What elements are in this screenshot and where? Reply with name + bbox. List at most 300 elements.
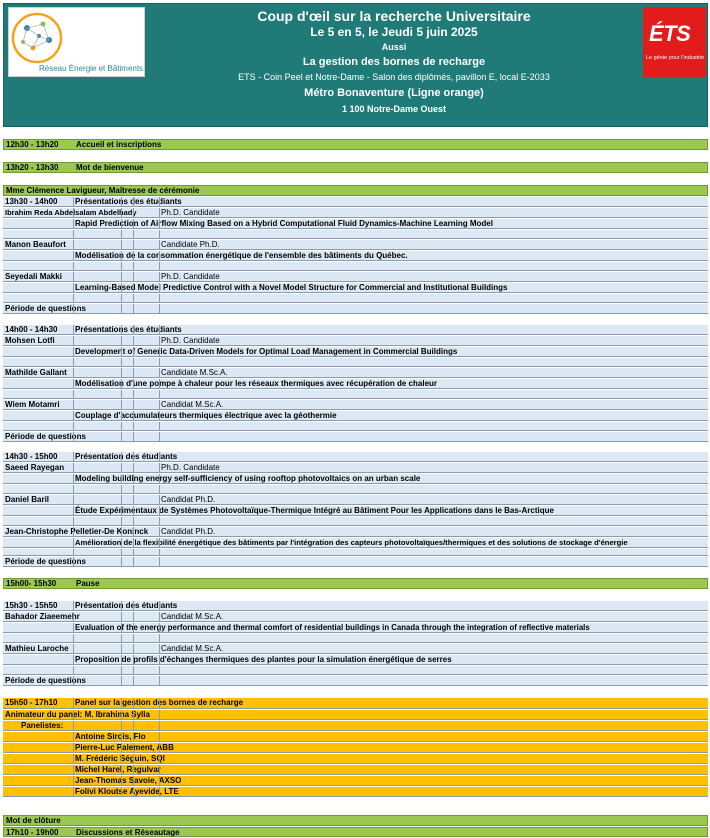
talk-title: Learning-Based Model Predictive Control with a Novel Model Structure for Commercial and Institutional Buildings (75, 283, 508, 292)
grid-cell-divider (73, 644, 74, 653)
grid-cell-divider (121, 743, 122, 752)
grid-cell-divider (133, 666, 134, 674)
session-header (3, 601, 708, 611)
grid-cell-divider (133, 612, 134, 621)
speaker-level: Ph.D. Candidate (161, 463, 220, 472)
speaker-level: Ph.D. Candidate (161, 336, 220, 345)
grid-cell-divider (159, 765, 160, 774)
reseau-logo (8, 7, 145, 77)
speaker-name: Seyedali Makki (5, 272, 62, 281)
grid-cell-divider (159, 601, 160, 610)
grid-cell-divider (133, 294, 134, 302)
grid-cell-divider (133, 400, 134, 409)
grid-cell-divider (121, 272, 122, 281)
grid-cell-divider (133, 251, 134, 260)
talk-title: Evaluation of the energy performance and thermal comfort of residential buildings in Canada through the integration of reflective materials (75, 623, 590, 632)
network-label: Discussions et Réseautage (76, 828, 180, 837)
talk-speaker-row (3, 368, 708, 378)
grid-cell-divider (121, 732, 122, 741)
grid-cell-divider (159, 208, 160, 217)
agenda-row-welcome (3, 139, 708, 150)
grid-cell-divider (73, 495, 74, 504)
grid-cell-divider (159, 358, 160, 366)
grid-cell-divider (73, 422, 74, 430)
grid-cell-divider (73, 732, 74, 741)
session-label: Présentation des étudiants (75, 601, 178, 610)
grid-cell-divider (133, 432, 134, 441)
grid-cell-divider (133, 527, 134, 536)
grid-cell-divider (121, 485, 122, 493)
grid-cell-divider (159, 336, 160, 345)
grid-cell-divider (73, 411, 74, 420)
grid-cell-divider (73, 743, 74, 752)
grid-cell-divider (73, 612, 74, 621)
grid-cell-divider (73, 230, 74, 238)
grid-cell-divider (121, 666, 122, 674)
grid-cell-divider (121, 347, 122, 356)
opening-label: Mot de bienvenue (76, 163, 144, 172)
blank-row (3, 262, 708, 271)
grid-cell-divider (73, 390, 74, 398)
grid-cell-divider (73, 506, 74, 515)
agenda-row-mc (3, 185, 708, 196)
grid-cell-divider (73, 474, 74, 483)
agenda-row-opening (3, 162, 708, 173)
session-time: 14h00 - 14h30 (5, 325, 58, 334)
event-location: ETS - Coin Peel et Notre-Dame - Salon des diplômés, pavillon E, local E-2033 (238, 72, 550, 82)
grid-cell-divider (121, 336, 122, 345)
talk-speaker-row (3, 463, 708, 473)
grid-cell-divider (159, 325, 160, 334)
grid-cell-divider (121, 644, 122, 653)
grid-cell-divider (121, 765, 122, 774)
grid-cell-divider (73, 452, 74, 461)
questions-label: Période de questions (5, 432, 86, 441)
talk-speaker-row (3, 612, 708, 622)
talk-title-row (3, 655, 708, 665)
grid-cell-divider (73, 304, 74, 313)
grid-cell-divider (133, 411, 134, 420)
speaker-name: Saeed Rayegan (5, 463, 65, 472)
grid-cell-divider (133, 230, 134, 238)
panelist-name: Jean-Thomas Savoie, AXSO (75, 776, 182, 785)
grid-cell-divider (73, 240, 74, 249)
grid-cell-divider (133, 721, 134, 730)
grid-cell-divider (133, 452, 134, 461)
grid-cell-divider (133, 549, 134, 555)
grid-cell-divider (133, 463, 134, 472)
grid-cell-divider (159, 262, 160, 270)
grid-cell-divider (159, 474, 160, 483)
grid-cell-divider (121, 208, 122, 217)
panelist-name: Michel Harel, Regulvar (75, 765, 161, 774)
speaker-name: Manon Beaufort (5, 240, 66, 249)
event-date: Le 5 en 5, le Jeudi 5 juin 2025 (310, 25, 478, 39)
grid-cell-divider (121, 612, 122, 621)
talk-speaker-row (3, 336, 708, 346)
grid-cell-divider (159, 710, 160, 719)
grid-cell-divider (133, 506, 134, 515)
questions-row (3, 304, 708, 314)
grid-cell-divider (159, 379, 160, 388)
grid-cell-divider (73, 432, 74, 441)
pause-label: Pause (76, 579, 100, 588)
grid-cell-divider (121, 549, 122, 555)
agenda-row-closing (3, 815, 708, 826)
grid-cell-divider (121, 676, 122, 685)
talk-title: Rapid Prediction of Airflow Mixing Based on a Hybrid Computational Fluid Dynamics-Machine Learning Model (75, 219, 493, 228)
grid-cell-divider (133, 655, 134, 664)
blank-row (3, 390, 708, 399)
grid-cell-divider (159, 721, 160, 730)
grid-cell-divider (159, 623, 160, 632)
grid-cell-divider (159, 787, 160, 796)
blank-row (3, 422, 708, 431)
speaker-name: Ibrahim Reda Abdelsalam Abdelhady (5, 208, 137, 217)
speaker-level: Candidat M.Sc.A. (161, 612, 224, 621)
blank-row (3, 517, 708, 526)
speaker-level: Candidat Ph.D. (161, 527, 216, 536)
welcome-time: 12h30 - 13h20 (6, 140, 59, 149)
grid-cell-divider (133, 197, 134, 206)
grid-cell-divider (159, 294, 160, 302)
grid-cell-divider (121, 517, 122, 525)
talk-title-row (3, 283, 708, 293)
grid-cell-divider (121, 698, 122, 708)
grid-cell-divider (133, 517, 134, 525)
talk-title: Modeling building energy self-sufficiency of using rooftop photovoltaics on an urban scale (75, 474, 421, 483)
grid-cell-divider (133, 732, 134, 741)
talk-title-row (3, 379, 708, 389)
blank-row (3, 485, 708, 494)
grid-cell-divider (133, 262, 134, 270)
panelists-label: Panelistes: (21, 721, 64, 730)
grid-cell-divider (133, 710, 134, 719)
speaker-level: Candidat M.Sc.A. (161, 400, 224, 409)
grid-cell-divider (133, 325, 134, 334)
speaker-name: Jean-Christophe Pelletier-De Koninck (5, 527, 149, 536)
session-header (3, 452, 708, 462)
speaker-name: Mohsen Lotfi (5, 336, 55, 345)
panelist-name: Antoine Sirois, Flo (75, 732, 146, 741)
grid-cell-divider (73, 463, 74, 472)
grid-cell-divider (121, 390, 122, 398)
grid-cell-divider (121, 197, 122, 206)
blank-row (3, 230, 708, 239)
grid-cell-divider (121, 283, 122, 292)
grid-cell-divider (121, 230, 122, 238)
grid-cell-divider (121, 452, 122, 461)
blank-row (3, 549, 708, 556)
grid-cell-divider (121, 787, 122, 796)
panel-host: Animateur du panel: M. Ibrahima Sylla (5, 710, 150, 719)
grid-cell-divider (159, 272, 160, 281)
grid-cell-divider (159, 495, 160, 504)
session-label: Présentations des étudiants (75, 325, 182, 334)
grid-cell-divider (159, 219, 160, 228)
session-header (3, 197, 708, 207)
grid-cell-divider (159, 432, 160, 441)
session-label: Présentations des étudiants (75, 197, 182, 206)
panelist-row (3, 732, 708, 742)
ets-logo (643, 7, 706, 77)
closing-label: Mot de clôture (6, 816, 61, 825)
welcome-label: Accueil et inscriptions (76, 140, 162, 149)
grid-cell-divider (73, 283, 74, 292)
grid-cell-divider (73, 754, 74, 763)
grid-cell-divider (133, 495, 134, 504)
grid-cell-divider (121, 623, 122, 632)
speaker-level: Ph.D. Candidate (161, 208, 220, 217)
questions-row (3, 676, 708, 686)
grid-cell-divider (121, 506, 122, 515)
blank-row (3, 294, 708, 303)
grid-cell-divider (159, 390, 160, 398)
panel-label: Panel sur la gestion des bornes de recharge (75, 698, 244, 707)
grid-cell-divider (159, 698, 160, 708)
grid-cell-divider (159, 676, 160, 685)
grid-cell-divider (73, 601, 74, 610)
grid-cell-divider (159, 400, 160, 409)
grid-cell-divider (159, 240, 160, 249)
grid-cell-divider (133, 272, 134, 281)
grid-cell-divider (73, 634, 74, 642)
opening-time: 13h20 - 13h30 (6, 163, 59, 172)
grid-cell-divider (121, 368, 122, 377)
panelist-row (3, 787, 708, 797)
grid-cell-divider (133, 368, 134, 377)
grid-cell-divider (73, 776, 74, 785)
grid-cell-divider (121, 557, 122, 566)
talk-title-row (3, 538, 708, 548)
talk-title-row (3, 474, 708, 484)
panel-time: 15h50 - 17h10 (5, 698, 58, 707)
grid-cell-divider (133, 644, 134, 653)
grid-cell-divider (133, 787, 134, 796)
grid-cell-divider (73, 208, 74, 217)
ets-logo-tagline: Le génie pour l'industrie (646, 55, 705, 61)
talk-title-row (3, 219, 708, 229)
speaker-name: Mathieu Laroche (5, 644, 69, 653)
network-time: 17h10 - 19h00 (6, 828, 59, 837)
talk-speaker-row (3, 644, 708, 654)
panelist-row (3, 754, 708, 764)
grid-cell-divider (121, 601, 122, 610)
grid-cell-divider (159, 485, 160, 493)
grid-cell-divider (121, 538, 122, 547)
mc-text: Mme Clémence Lavigueur, Maîtresse de cérémonie (6, 186, 200, 195)
grid-cell-divider (159, 347, 160, 356)
grid-cell-divider (159, 411, 160, 420)
talk-speaker-row (3, 272, 708, 282)
talk-title: Modélisation de la consommation énergétique de l'ensemble des bâtiments du Québec. (75, 251, 408, 260)
blank-row (3, 358, 708, 367)
talk-title: Étude Expérimentaux de Systèmes Photovoltaïque-Thermique Intégré au Bâtiment Pour les Applications dans le Bas-Arctique (75, 506, 554, 515)
speaker-level: Candidate Ph.D. (161, 240, 220, 249)
grid-cell-divider (73, 538, 74, 547)
grid-cell-divider (121, 400, 122, 409)
grid-cell-divider (159, 557, 160, 566)
talk-speaker-row (3, 208, 708, 218)
talk-title: Proposition de profils d'échanges thermiques des plantes pour la simulation énergétique de serres (75, 655, 452, 664)
speaker-level: Candidat Ph.D. (161, 495, 216, 504)
questions-label: Période de questions (5, 676, 86, 685)
grid-cell-divider (133, 538, 134, 547)
blank-row (3, 666, 708, 675)
talk-title-row (3, 347, 708, 357)
grid-cell-divider (121, 240, 122, 249)
grid-cell-divider (133, 347, 134, 356)
grid-cell-divider (121, 304, 122, 313)
grid-cell-divider (73, 549, 74, 555)
also-text: Aussi (381, 42, 407, 52)
grid-cell-divider (121, 432, 122, 441)
grid-cell-divider (133, 676, 134, 685)
grid-cell-divider (73, 400, 74, 409)
grid-cell-divider (133, 557, 134, 566)
grid-cell-divider (159, 283, 160, 292)
page-title: Coup d'œil sur la recherche Universitaire (257, 8, 531, 24)
grid-cell-divider (73, 721, 74, 730)
grid-cell-divider (159, 612, 160, 621)
grid-cell-divider (73, 272, 74, 281)
questions-row (3, 557, 708, 567)
grid-cell-divider (159, 644, 160, 653)
speaker-level: Candidate M.Sc.A. (161, 368, 228, 377)
grid-cell-divider (121, 474, 122, 483)
session-time: 15h30 - 15h50 (5, 601, 58, 610)
grid-cell-divider (121, 634, 122, 642)
grid-cell-divider (133, 379, 134, 388)
ets-logo-word: ÉTS (649, 21, 691, 46)
grid-cell-divider (73, 517, 74, 525)
grid-cell-divider (73, 666, 74, 674)
grid-cell-divider (159, 251, 160, 260)
grid-cell-divider (133, 219, 134, 228)
grid-cell-divider (121, 710, 122, 719)
grid-cell-divider (159, 776, 160, 785)
speaker-level: Ph.D. Candidate (161, 272, 220, 281)
grid-cell-divider (133, 743, 134, 752)
grid-cell-divider (73, 251, 74, 260)
grid-cell-divider (133, 240, 134, 249)
talk-title-row (3, 623, 708, 633)
grid-cell-divider (121, 776, 122, 785)
panelist-name: Folivi Kloutse Ayevide, LTE (75, 787, 179, 796)
grid-cell-divider (73, 219, 74, 228)
talk-speaker-row (3, 527, 708, 537)
grid-cell-divider (121, 358, 122, 366)
grid-cell-divider (159, 732, 160, 741)
speaker-name: Bahador Ziaeemehr (5, 612, 80, 621)
session-header (3, 325, 708, 335)
grid-cell-divider (73, 557, 74, 566)
grid-cell-divider (159, 527, 160, 536)
grid-cell-divider (159, 506, 160, 515)
grid-cell-divider (133, 754, 134, 763)
grid-cell-divider (121, 262, 122, 270)
grid-cell-divider (159, 368, 160, 377)
grid-cell-divider (159, 666, 160, 674)
grid-cell-divider (73, 197, 74, 206)
panelist-row (3, 743, 708, 753)
grid-cell-divider (159, 549, 160, 555)
grid-cell-divider (73, 655, 74, 664)
metro-info: Métro Bonaventure (Ligne orange) (304, 87, 484, 99)
panelist-row (3, 776, 708, 786)
speaker-name: Wiem Motamri (5, 400, 60, 409)
grid-cell-divider (73, 262, 74, 270)
grid-cell-divider (73, 347, 74, 356)
grid-cell-divider (133, 390, 134, 398)
grid-cell-divider (73, 336, 74, 345)
grid-cell-divider (159, 743, 160, 752)
grid-cell-divider (73, 325, 74, 334)
grid-cell-divider (121, 527, 122, 536)
pause-time: 15h00- 15h30 (6, 579, 57, 588)
talk-speaker-row (3, 400, 708, 410)
grid-cell-divider (73, 379, 74, 388)
grid-cell-divider (121, 411, 122, 420)
event-topic: La gestion des bornes de recharge (302, 56, 486, 68)
blank-row (3, 634, 708, 643)
grid-cell-divider (73, 710, 74, 719)
grid-cell-divider (133, 208, 134, 217)
grid-cell-divider (159, 452, 160, 461)
grid-cell-divider (73, 358, 74, 366)
grid-cell-divider (133, 474, 134, 483)
grid-cell-divider (121, 422, 122, 430)
talk-title: Modélisation d'une pompe à chaleur pour les réseaux thermiques avec récupération de chaleur (75, 379, 438, 388)
grid-cell-divider (133, 776, 134, 785)
grid-cell-divider (133, 634, 134, 642)
talk-title-row (3, 506, 708, 516)
grid-cell-divider (159, 197, 160, 206)
panelist-row (3, 765, 708, 775)
talk-speaker-row (3, 240, 708, 250)
speaker-name: Mathilde Gallant (5, 368, 67, 377)
grid-cell-divider (121, 463, 122, 472)
grid-cell-divider (159, 517, 160, 525)
panelists-label-row (3, 721, 708, 731)
panelist-name: M. Frédéric Séguin, SQI (75, 754, 165, 763)
grid-cell-divider (121, 325, 122, 334)
grid-cell-divider (133, 601, 134, 610)
grid-cell-divider (121, 754, 122, 763)
session-time: 14h30 - 15h00 (5, 452, 58, 461)
grid-cell-divider (133, 623, 134, 632)
grid-cell-divider (133, 422, 134, 430)
grid-cell-divider (133, 283, 134, 292)
grid-cell-divider (133, 698, 134, 708)
grid-cell-divider (73, 787, 74, 796)
grid-cell-divider (121, 655, 122, 664)
grid-cell-divider (121, 294, 122, 302)
grid-cell-divider (73, 294, 74, 302)
grid-cell-divider (133, 336, 134, 345)
grid-cell-divider (73, 698, 74, 708)
talk-title: Development of Generic Data-Driven Models for Optimal Load Management in Commercial Buildings (75, 347, 458, 356)
questions-label: Période de questions (5, 304, 86, 313)
grid-cell-divider (133, 304, 134, 313)
grid-cell-divider (73, 368, 74, 377)
grid-cell-divider (133, 485, 134, 493)
grid-cell-divider (121, 219, 122, 228)
address: 1 100 Notre-Dame Ouest (341, 104, 447, 114)
grid-cell-divider (73, 765, 74, 774)
grid-cell-divider (73, 527, 74, 536)
talk-title: Couplage d'accumulateurs thermiques électrique avec la géothermie (75, 411, 337, 420)
